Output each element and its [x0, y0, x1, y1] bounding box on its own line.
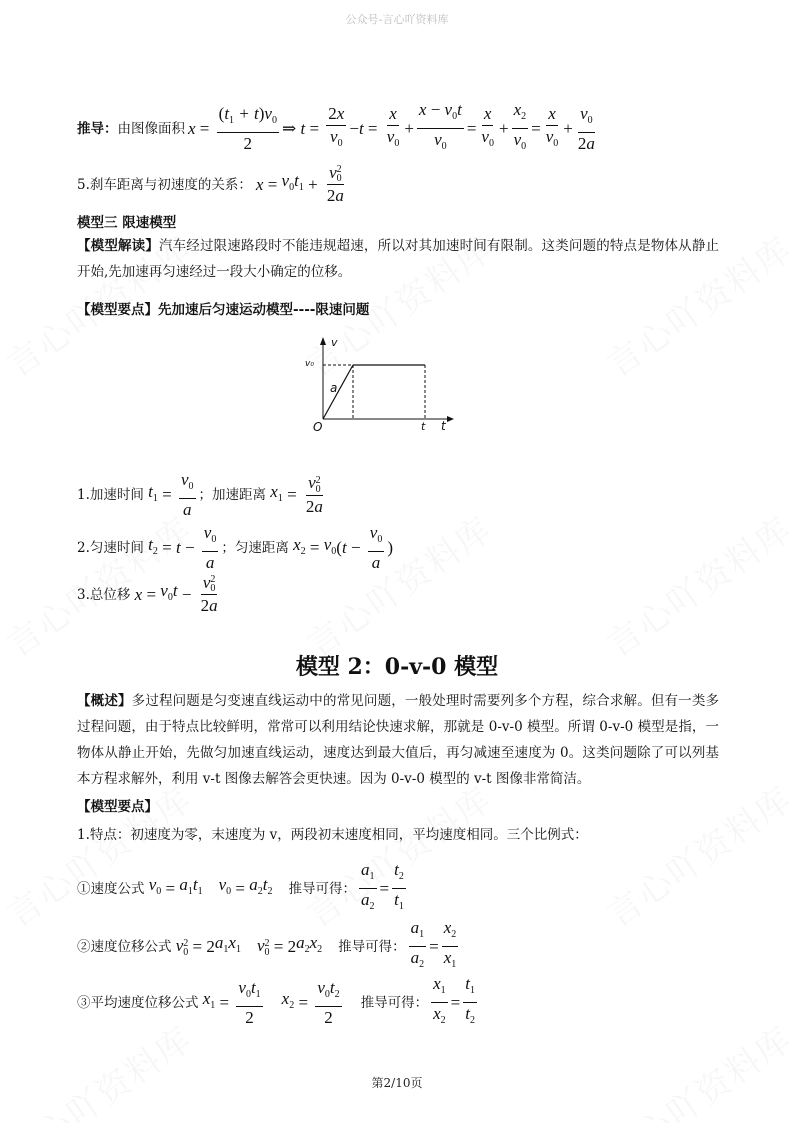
braking-distance-line: 5.刹车距离与初速度的关系： x = $v_0t_1$ + v 2 0 2a	[77, 163, 344, 206]
area-fraction: $\frac{(t_1 + t)v_0}{2}$	[218, 103, 277, 153]
ratio-average-velocity: ③平均速度位移公式 $x_1$ = $\frac{v_0t_1}{2}$ $x_2$ = $\frac{v_0t_2}{2}$ 推导可得： $\frac{x_1}{x_2}$ = $\frac{t_1}{t_2}$	[77, 974, 475, 1027]
derivation-line: 推导： 由图像面积 x = $\frac{(t_1 + t)v_0}{2}$ ⇒ t = $\frac{2x}{v_0}$ − t = $\frac{x}{v_0}$ + $\frac{x - v_0t}{v_0}$ = $\frac{x}{v_0}$ + $\frac{x_2}{v_0}$ = $\frac{x}{v_0}$ + $\frac{v_0}{2a}$	[77, 100, 595, 153]
model3-keypoint: 【模型要点】先加速后匀速运动模型----限速问题	[77, 302, 370, 318]
slope-label: a	[330, 381, 338, 395]
section-heading: 模型 2：0-v-0 模型	[295, 654, 499, 680]
formula-total-displacement: 3.总位移 x = $v_0t$ − v 2 0 2a	[77, 573, 218, 616]
overview-paragraph: 【概述】多过程问题是匀变速直线运动中的常见问题，一般处理时需要列多个方程，综合求解。但有一类多过程问题，由于特点比较鲜明，常常可以利用结论快速求解，那就是 0-v-0 模型。所谓 0-v-0 模型是指，一物体从静止开始，先做匀加速直线运动，速度达到最大值后，再匀减速至速度为 0。这类问题除了可以列基本方程求解外，利用 v-t 图像去解答会更快速。因为 0-v-0 模型的 v-t 图像非常简洁。	[77, 693, 720, 787]
origin-label: O	[313, 420, 323, 434]
v0-label: v₀	[305, 359, 314, 369]
watermark	[595, 502, 794, 666]
model3-interpretation: 【模型解读】汽车经过限速路段时不能违规超速，所以对其加速时间有限制。这类问题的特点是物体从静止开始,先加速再匀速经过一段大小确定的位移。	[77, 238, 720, 280]
watermark	[595, 772, 794, 936]
watermark	[595, 1012, 794, 1123]
derivation-label: 推导：	[77, 120, 118, 137]
ratio-velocity: ①速度公式 $v_0$ = $a_1t_1$ $v_0$ = $a_2t_2$ 推导可得： $\frac{a_1}{a_2}$ = $\frac{t_2}{t_1}$	[77, 860, 404, 912]
page-number: 第2/10页	[371, 1076, 423, 1090]
vt-diagram	[295, 333, 465, 438]
t-mark-label: t	[421, 420, 426, 433]
model3-title: 模型三 限速模型	[77, 215, 177, 231]
derivation-prefix: 由图像面积	[117, 120, 185, 137]
formula-uniform-time: 2.匀速时间 $t_2$ = t − $\frac{v_0}{a}$ ； 匀速距离 $x_2$ = $v_0$ ( t − $\frac{v_0}{a}$ )	[77, 523, 393, 572]
y-axis-label: v	[331, 336, 338, 349]
page-header: 公众号-言心吖资料库	[345, 13, 449, 26]
ratio-velocity-displacement: ②速度位移公式 v 2 0 = 2 $a_1x_1$ v 2 0 = 2 $a_2x_2$ 推导可得： $\frac{a_1}{a_2}$ = $\frac{x_2}{x_1}$	[77, 918, 457, 970]
keypoints-label: 【模型要点】	[77, 799, 158, 815]
feature-text: 1.特点：初速度为零，末速度为 v，两段初末速度相同，平均速度相同。三个比例式：	[77, 827, 588, 843]
braking-label: 5.刹车距离与初速度的关系：	[77, 176, 252, 193]
formula-accel-time: 1.加速时间 $t_1$ = $\frac{v_0}{a}$ ； 加速距离 $x_1$ = v 2 0 2a	[77, 470, 323, 519]
x-axis-label: t	[441, 419, 446, 433]
